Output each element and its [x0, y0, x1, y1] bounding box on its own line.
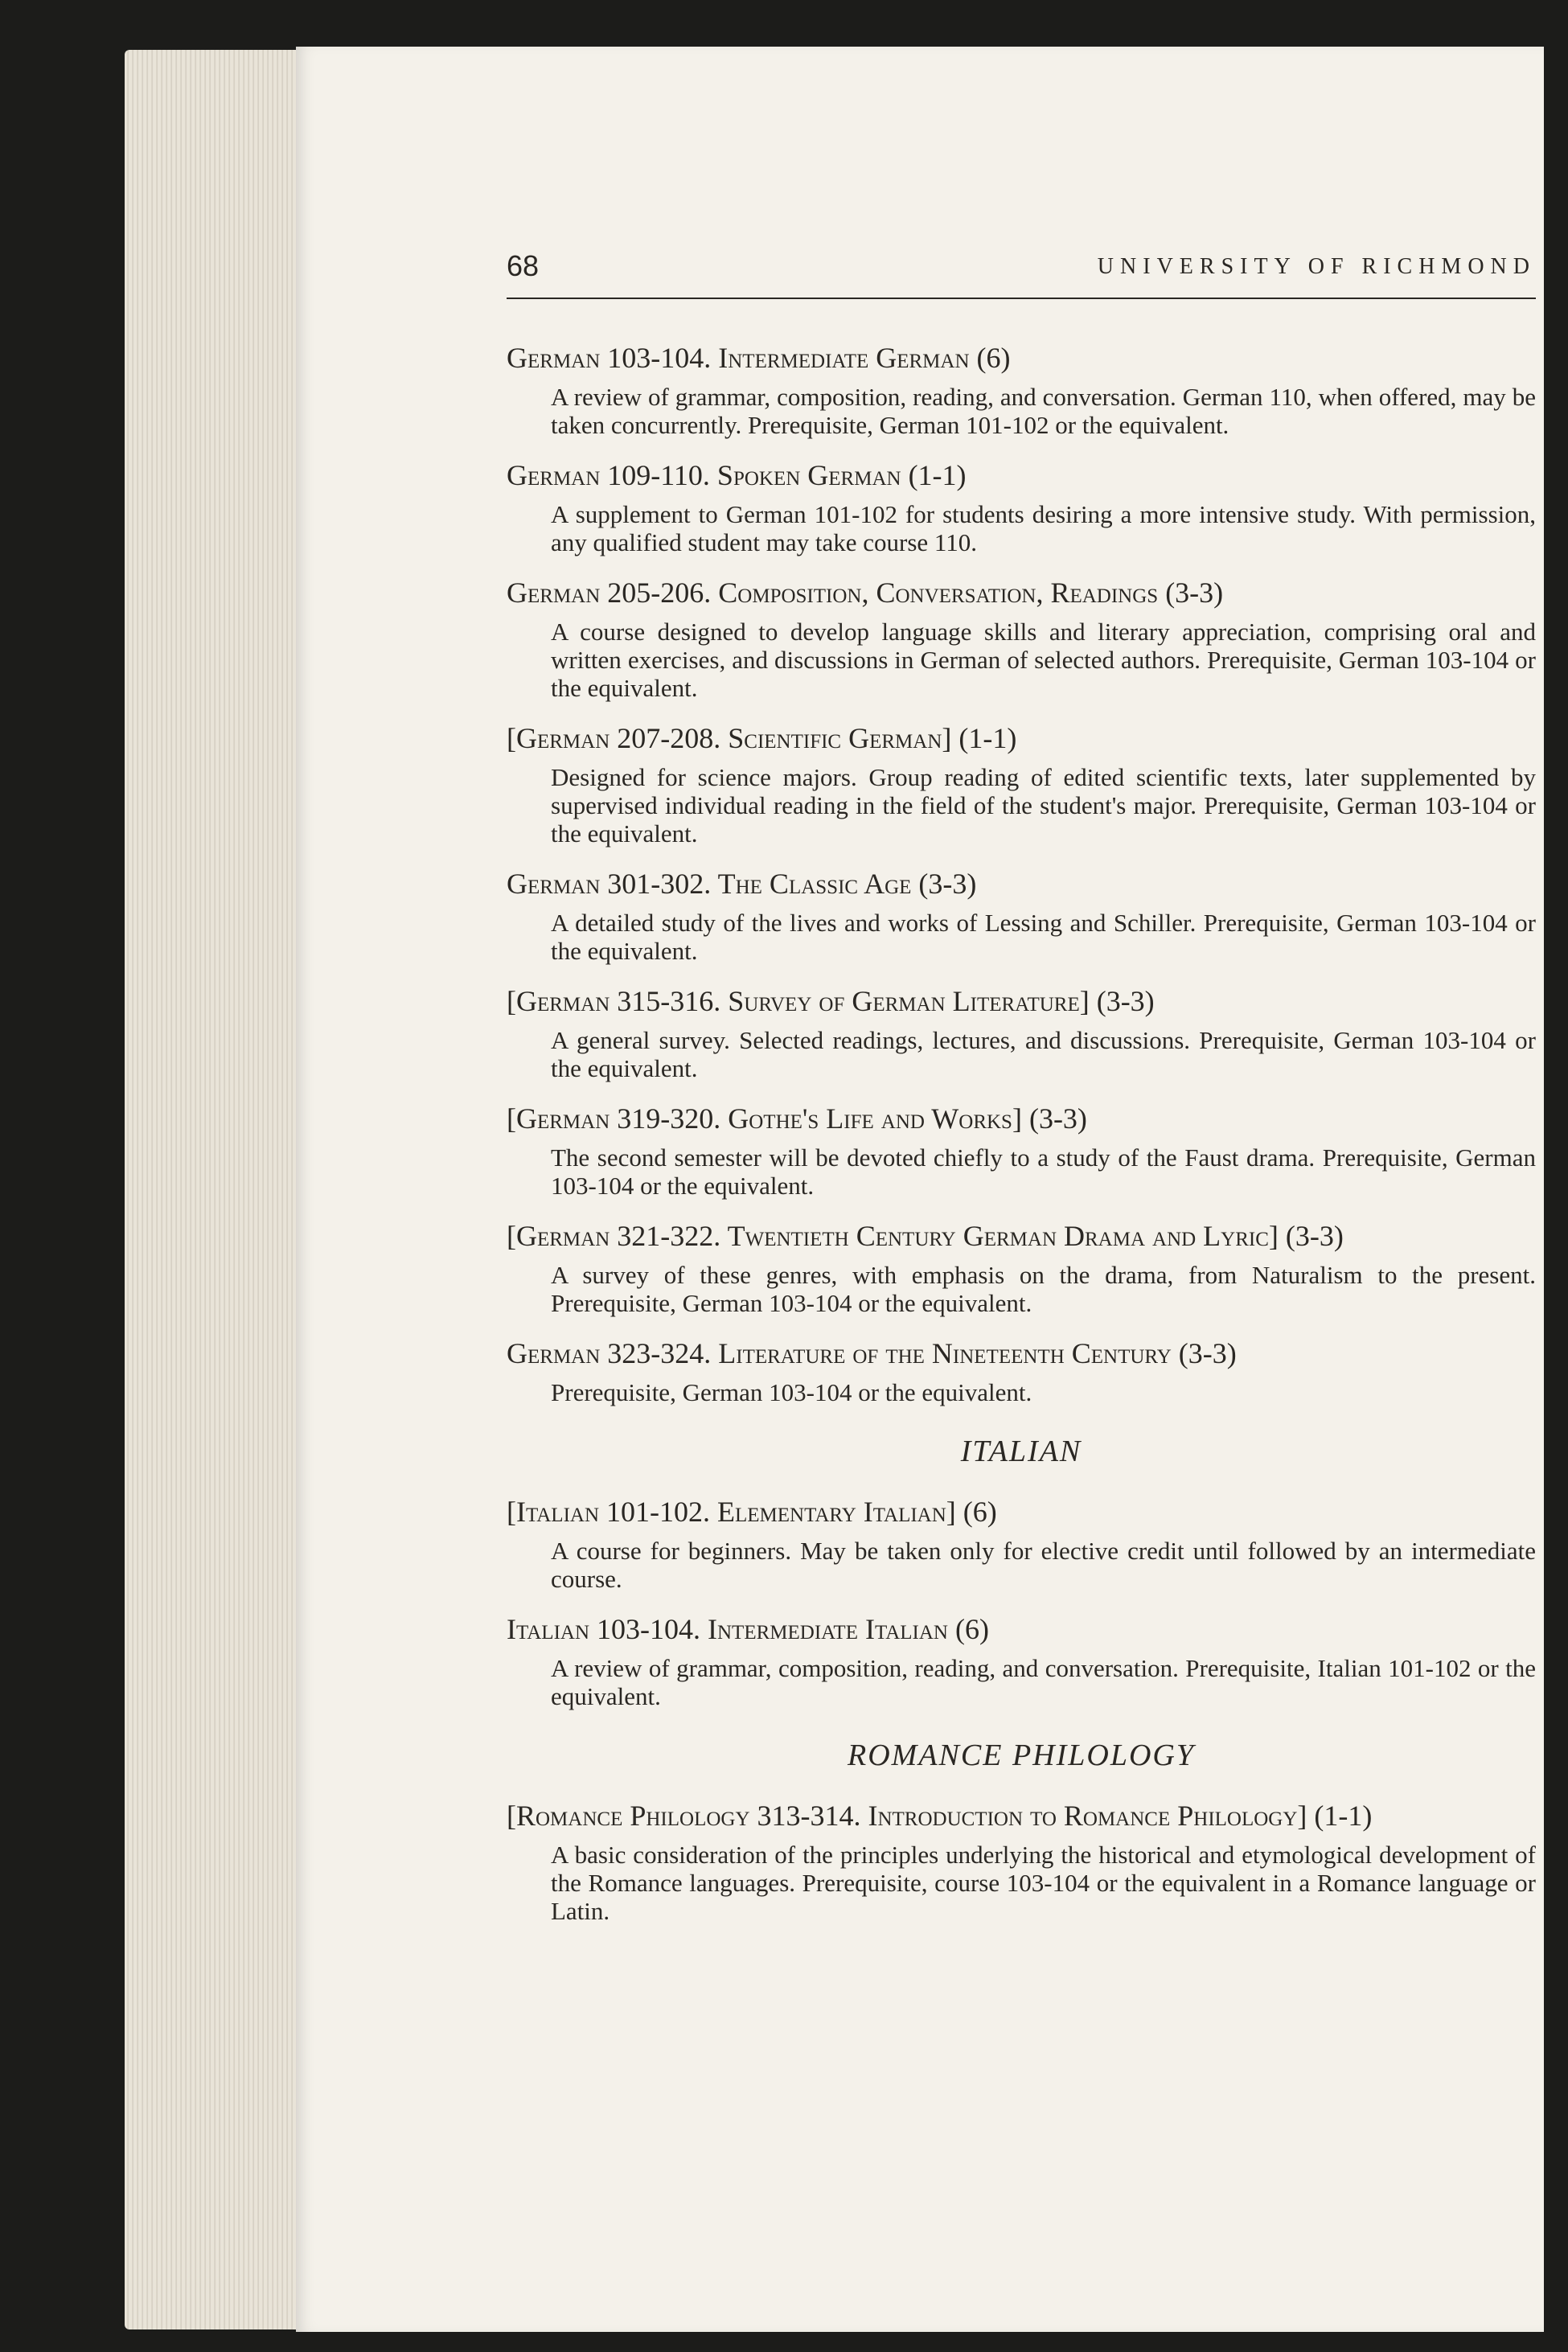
course-title: Italian 103-104. Intermediate Italian (6): [507, 1613, 989, 1645]
section-heading-italian: ITALIAN: [960, 1435, 1082, 1468]
course-title: [German 207-208. Scientific German] (1-1): [507, 722, 1017, 754]
course-description: The second semester will be devoted chiefly to a study of the Faust drama. Prerequisite, German 103-104 or the equivalent.: [551, 1143, 1536, 1200]
section-heading-romance-philology: ROMANCE PHILOLOGY: [848, 1738, 1195, 1772]
course-entry: [507, 1492, 1536, 1593]
course-title: [Romance Philology 313-314. Introduction to Romance Philology] (1-1): [507, 1800, 1373, 1832]
course-title: [German 315-316. Survey of German Literature] (3-3): [507, 985, 1155, 1017]
course-entry: [507, 1216, 1536, 1317]
course-title: German 103-104. Intermediate German (6): [507, 342, 1011, 374]
course-description: A survey of these genres, with emphasis on the drama, from Naturalism to the present. Prerequisite, German 103-104 or the equivalent.: [551, 1261, 1536, 1317]
course-description: A supplement to German 101-102 for students desiring a more intensive study. With permission, any qualified student may take course 110.: [551, 500, 1536, 556]
running-title: UNIVERSITY OF RICHMOND: [1097, 254, 1536, 279]
course-entry: [507, 1333, 1536, 1406]
course-description: A general survey. Selected readings, lectures, and discussions. Prerequisite, German 103-104 or the equivalent.: [551, 1026, 1536, 1082]
book-page-edges: [125, 50, 318, 2329]
course-entry: [507, 718, 1536, 848]
course-description: Prerequisite, German 103-104 or the equivalent.: [551, 1378, 1032, 1406]
course-entry: [507, 864, 1536, 965]
course-entry: [507, 1609, 1536, 1710]
course-listings: [507, 338, 1536, 1941]
course-entry: [507, 1098, 1536, 1200]
course-title: German 301-302. The Classic Age (3-3): [507, 868, 977, 900]
course-description: A course for beginners. May be taken only for elective credit until followed by an intermediate course.: [551, 1537, 1536, 1593]
course-description: A review of grammar, composition, reading, and conversation. German 110, when offered, may be taken concurrently. Prerequisite, German 101-102 or the equivalent.: [551, 383, 1536, 439]
course-description: A detailed study of the lives and works of Lessing and Schiller. Prerequisite, German 103-104 or the equivalent.: [551, 909, 1536, 965]
course-title: [German 319-320. Gothe's Life and Works] (3-3): [507, 1102, 1087, 1135]
course-entry: [507, 455, 1536, 556]
course-description: Designed for science majors. Group reading of edited scientific texts, later supplemented by supervised individual reading in the field of the student's major. Prerequisite, German 103-104 or the equivalent.: [551, 763, 1536, 848]
course-title: [German 321-322. Twentieth Century German Drama and Lyric] (3-3): [507, 1220, 1344, 1252]
course-description: A review of grammar, composition, reading, and conversation. Prerequisite, Italian 101-102 or the equivalent.: [551, 1654, 1536, 1710]
running-head: [507, 249, 1536, 299]
course-entry: [507, 338, 1536, 439]
course-title: German 109-110. Spoken German (1-1): [507, 459, 967, 491]
course-description: A course designed to develop language skills and literary appreciation, comprising oral and written exercises, and discussions in German of selected authors. Prerequisite, German 103-104 or the equivalent.: [551, 618, 1536, 702]
course-description: A basic consideration of the principles underlying the historical and etymological development of the Romance languages. Prerequisite, course 103-104 or the equivalent in a Romance language or Latin.: [551, 1841, 1536, 1925]
course-title: German 205-206. Composition, Conversation, Readings (3-3): [507, 577, 1224, 609]
course-title: [Italian 101-102. Elementary Italian] (6): [507, 1496, 997, 1528]
course-entry: [507, 1796, 1536, 1925]
course-title: German 323-324. Literature of the Nineteenth Century (3-3): [507, 1337, 1237, 1369]
course-entry: [507, 573, 1536, 702]
course-entry: [507, 981, 1536, 1082]
page-number: 68: [507, 249, 540, 282]
